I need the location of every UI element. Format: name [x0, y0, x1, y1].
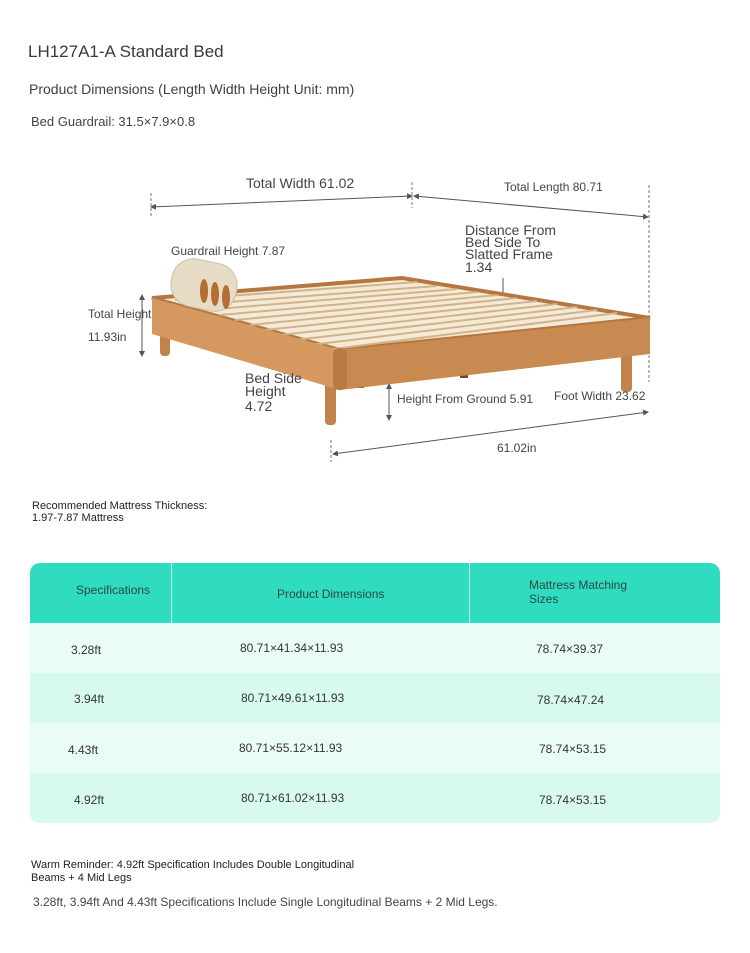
- cell-mattress: 78.74×53.15: [539, 793, 607, 807]
- cell-spec: 3.94ft: [74, 692, 105, 706]
- height-from-ground-label: Height From Ground 5.91: [397, 392, 534, 406]
- cell-dimensions: 80.71×49.61×11.93: [241, 691, 345, 705]
- mattress-line-1: Recommended Mattress Thickness:: [32, 500, 208, 512]
- mattress-thickness: [32, 500, 207, 524]
- bed-side-label-1: Bed Side: [245, 370, 302, 386]
- dimensions-subtitle: Product Dimensions (Length Width Height Unit: mm): [29, 81, 355, 97]
- bottom-width-label: 61.02in: [497, 441, 537, 455]
- cell-dimensions: 80.71×55.12×11.93: [239, 741, 343, 755]
- cell-mattress: 78.74×39.37: [536, 642, 604, 656]
- header-sizes: Sizes: [529, 592, 559, 606]
- total-width-line: [151, 196, 412, 207]
- cell-spec: 4.43ft: [68, 743, 99, 757]
- table-row: [30, 723, 720, 773]
- bed-side-label-2: Height: [245, 383, 286, 399]
- warm-reminder: [31, 859, 354, 885]
- header-product-dimensions: Product Dimensions: [277, 587, 385, 601]
- table-row: [30, 673, 720, 723]
- table-row: [30, 623, 720, 673]
- reminder-line-1: Warm Reminder: 4.92ft Specification Includes Double Longitudinal: [31, 859, 355, 871]
- table-header: [30, 563, 720, 623]
- specification-note: 3.28ft, 3.94ft And 4.43ft Specifications Include Single Longitudinal Beams + 2 Mid Legs.: [33, 895, 498, 909]
- distance-label-3: Slatted Frame: [465, 246, 553, 262]
- bottom-width-line: [333, 412, 648, 454]
- distance-label-1: Distance From: [465, 222, 557, 238]
- cell-spec: 3.28ft: [71, 643, 102, 657]
- cell-dimensions: 80.71×61.02×11.93: [241, 791, 345, 805]
- cell-dimensions: 80.71×41.34×11.93: [240, 641, 344, 655]
- reminder-line-2: Beams + 4 Mid Legs: [31, 872, 132, 884]
- total-height-label-1: Total Height: [88, 307, 152, 321]
- cell-mattress: 78.74×47.24: [537, 693, 605, 707]
- total-height-label-2: 11.93in: [88, 330, 127, 344]
- cell-mattress: 78.74×53.15: [539, 742, 607, 756]
- table-row: [30, 773, 720, 823]
- bed-side-label-3: 4.72: [245, 398, 273, 414]
- header-mattress-matching: Mattress Matching: [529, 578, 628, 592]
- total-length-line: [414, 196, 648, 217]
- distance-label-2: Bed Side To: [465, 234, 541, 250]
- guardrail-size: Bed Guardrail: 31.5×7.9×0.8: [31, 114, 196, 129]
- cell-spec: 4.92ft: [74, 793, 105, 807]
- total-length-label: Total Length 80.71: [504, 180, 603, 194]
- bed-dimension-diagram: [0, 160, 750, 470]
- size-table: [30, 563, 720, 823]
- product-title: LH127A1-A Standard Bed: [28, 42, 224, 61]
- guardrail-height-label: Guardrail Height 7.87: [171, 244, 286, 258]
- mattress-line-2: 1.97-7.87 Mattress: [32, 512, 124, 524]
- foot-width-label: Foot Width 23.62: [554, 389, 646, 403]
- total-width-label: Total Width 61.02: [246, 175, 355, 191]
- header-specifications: Specifications: [76, 583, 151, 597]
- distance-label-4: 1.34: [465, 259, 493, 275]
